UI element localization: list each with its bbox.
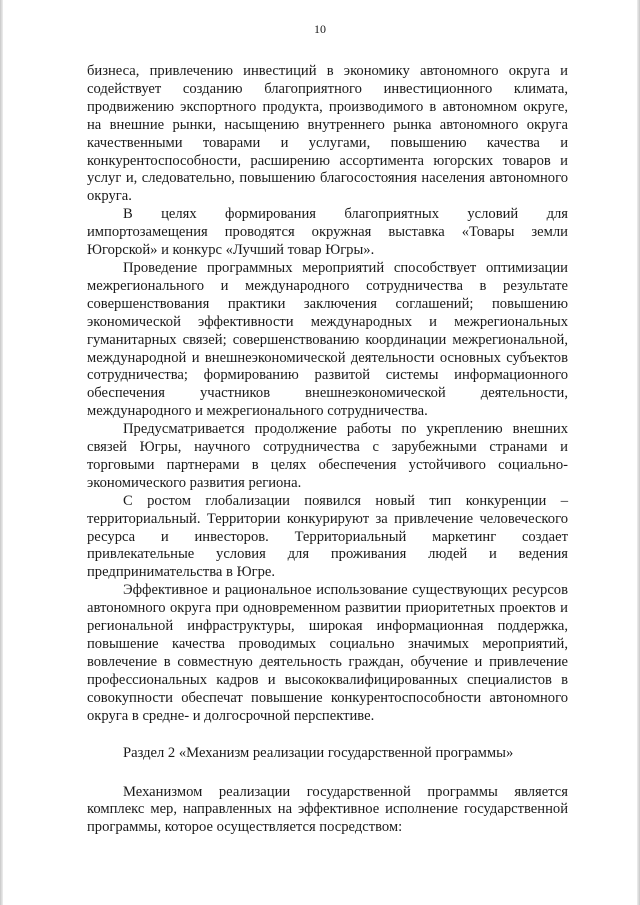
paragraph-resource-use: Эффективное и рациональное использование существующих ресурсов автономного округа при одновременном развитии приоритетных проектов и региональной инфраструктуры, широкая информационная поддержка, повышение качества проводимых социально значимых мероприятий, вовлечение в совместную деятельность граждан, обучение и привлечение профессиональных кадров и высококвалифицированных специалистов в совокупности обеспечат повышение конкурентоспособности автономного округа в средне- и долгосрочной перспективе. [87, 582, 568, 724]
page-number: 10 [314, 22, 326, 36]
document-body [87, 63, 568, 837]
paragraph-globalization: С ростом глобализации появился новый тип конкуренции – территориальный. Территории конкурируют за привлечение человеческого ресурса и инвесторов. Территориальный маркетинг создает привлекательные условия для проживания людей и ведения предпринимательства в Югре. [87, 492, 568, 581]
page-edge-left [0, 0, 3, 905]
paragraph-external-relations: Предусматривается продолжение работы по укреплению внешних связей Югры, научного сотрудничества с зарубежными странами и торговыми партнерами в целях обеспечения устойчивого социально-экономического развития региона. [87, 421, 568, 491]
paragraph-program-activities: Проведение программных мероприятий способствует оптимизации межрегионального и международного сотрудничества в результате совершенствования практики заключения соглашений; повышению экономической эффективности международных и межрегиональных гуманитарных связей; совершенствованию координации межрегиональной, международной и внешнеэкономической деятельности основных субъектов сотрудничества; формированию развитой системы информационного обеспечения участников внешнеэкономической деятельности, международного и межрегионального сотрудничества. [87, 259, 568, 420]
paragraph-import-substitution: В целях формирования благоприятных условий для импортозамещения проводятся окружная выставка «Товары земли Югорской» и конкурс «Лучший товар Югры». [87, 206, 568, 259]
section-heading: Раздел 2 «Механизм реализации государственной программы» [123, 744, 514, 761]
paragraph-continuation: бизнеса, привлечению инвестиций в экономику автономного округа и содействует созданию благоприятного инвестиционного климата, продвижению экспортного продукта, производимого в автономном округе, на внешние рынки, насыщению внутреннего рынка автономного округа качественными товарами и услугами, повышению качества и конкурентоспособности, расширению ассортимента югорских товаров и услуг и, следовательно, повышению благосостояния населения автономного округа. [87, 63, 568, 205]
paragraph-mechanism: Механизмом реализации государственной программы является комплекс мер, направленных на эффективное исполнение государственной программы, которое осуществляется посредством: [87, 783, 568, 836]
